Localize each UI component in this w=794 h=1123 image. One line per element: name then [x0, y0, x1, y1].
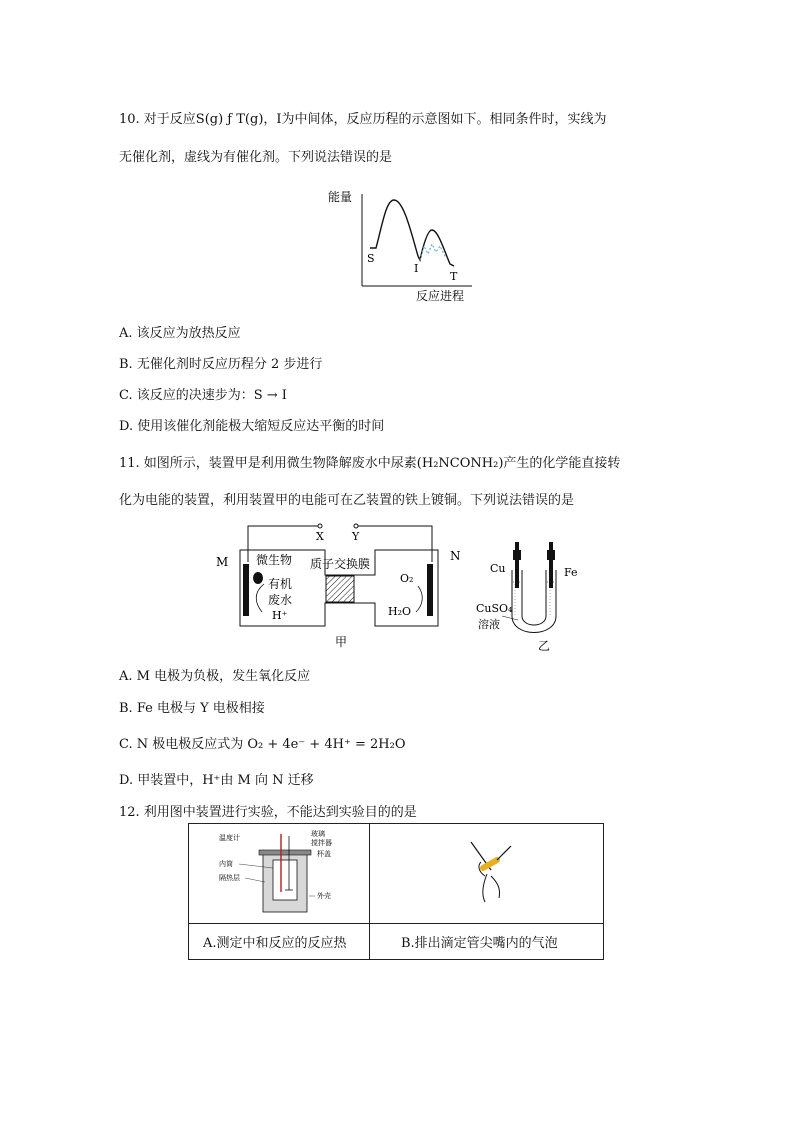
- energy-profile-diagram: [320, 186, 480, 306]
- q10-stem-line2: 无催化剂，虚线为有催化剂。下列说法错误的是: [119, 150, 393, 165]
- q12-stem: 12. 利用图中装置进行实验，不能达到实验目的的是: [119, 805, 417, 820]
- q10-option-b: B. 无催化剂时反应历程分 2 步进行: [119, 357, 323, 372]
- caption-b: B.排出滴定管尖嘴内的气泡: [401, 936, 558, 951]
- q10-option-c: C. 该反应的决速步为：S → I: [119, 388, 287, 403]
- label-cu: Cu: [490, 562, 506, 575]
- electrode-cu: [515, 542, 519, 588]
- electrochemical-cell-diagram: [210, 520, 595, 655]
- label-n: N: [450, 549, 461, 563]
- label-insulation: 隔热层: [219, 874, 240, 882]
- electrode-m: [243, 564, 249, 616]
- label-stirrer-1: 玻璃: [311, 830, 325, 838]
- q11-stem-line1: 11. 如图所示，装置甲是利用微生物降解废水中尿素(H₂NCONH₂)产生的化学能直接转: [119, 456, 621, 471]
- q10-stem-line1: 10. 对于反应S(g) ƒ T(g)，I为中间体，反应历程的示意图如下。相同条件时，实线为: [119, 112, 607, 127]
- electrode-fe: [549, 542, 553, 588]
- electrode-n: [427, 564, 433, 616]
- label-organic-1: 有机: [268, 577, 293, 591]
- terminal-y: Y: [352, 530, 360, 543]
- axis-x-label: 反应进程: [416, 289, 465, 303]
- terminal-x: X: [316, 530, 324, 543]
- label-organic-2: 废水: [268, 593, 293, 607]
- label-inner: 内筒: [219, 860, 233, 868]
- label-shell: 外壳: [317, 892, 331, 900]
- label-stirrer-2: 搅拌器: [311, 839, 332, 847]
- label-yi: 乙: [538, 639, 551, 653]
- label-t: T: [450, 270, 458, 283]
- label-solution: 溶液: [478, 618, 500, 631]
- q11-option-d: D. 甲装置中，H⁺由 M 向 N 迁移: [119, 773, 314, 788]
- axis-y-label: 能量: [328, 190, 353, 204]
- label-m: M: [216, 555, 229, 569]
- proton-exchange-membrane: [326, 576, 354, 602]
- label-i: I: [414, 262, 419, 275]
- label-microbe: 微生物: [256, 553, 293, 567]
- q11-option-c: C. N 极电极反应式为 O₂ + 4e⁻ + 4H⁺ = 2H₂O: [119, 737, 406, 752]
- label-fe: Fe: [564, 566, 578, 579]
- label-membrane: 质子交换膜: [310, 557, 371, 571]
- caption-a: A.测定中和反应的反应热: [203, 936, 347, 951]
- calorimeter-figure: [219, 830, 339, 920]
- q10-option-a: A. 该反应为放热反应: [119, 326, 241, 341]
- burette-bubble-figure: [457, 836, 527, 906]
- label-cuso4: CuSO₄: [476, 602, 513, 615]
- label-s: S: [367, 252, 375, 265]
- q11-option-b: B. Fe 电极与 Y 电极相接: [119, 701, 265, 716]
- q11-stem-line2: 化为电能的装置，利用装置甲的电能可在乙装置的铁上镀铜。下列说法错误的是: [119, 493, 575, 508]
- q11-option-a: A. M 电极为负极，发生氧化反应: [119, 669, 311, 684]
- label-hplus: H⁺: [272, 609, 288, 622]
- q10-option-d: D. 使用该催化剂能极大缩短反应达平衡的时间: [119, 419, 385, 434]
- uncatalyzed-path: [370, 200, 454, 266]
- q12-table: [188, 823, 604, 960]
- label-o2: O₂: [400, 572, 414, 585]
- label-jia: 甲: [335, 635, 348, 649]
- label-h2o: H₂O: [388, 605, 412, 618]
- label-lid: 杯盖: [317, 850, 331, 858]
- label-thermometer: 温度计: [219, 834, 240, 842]
